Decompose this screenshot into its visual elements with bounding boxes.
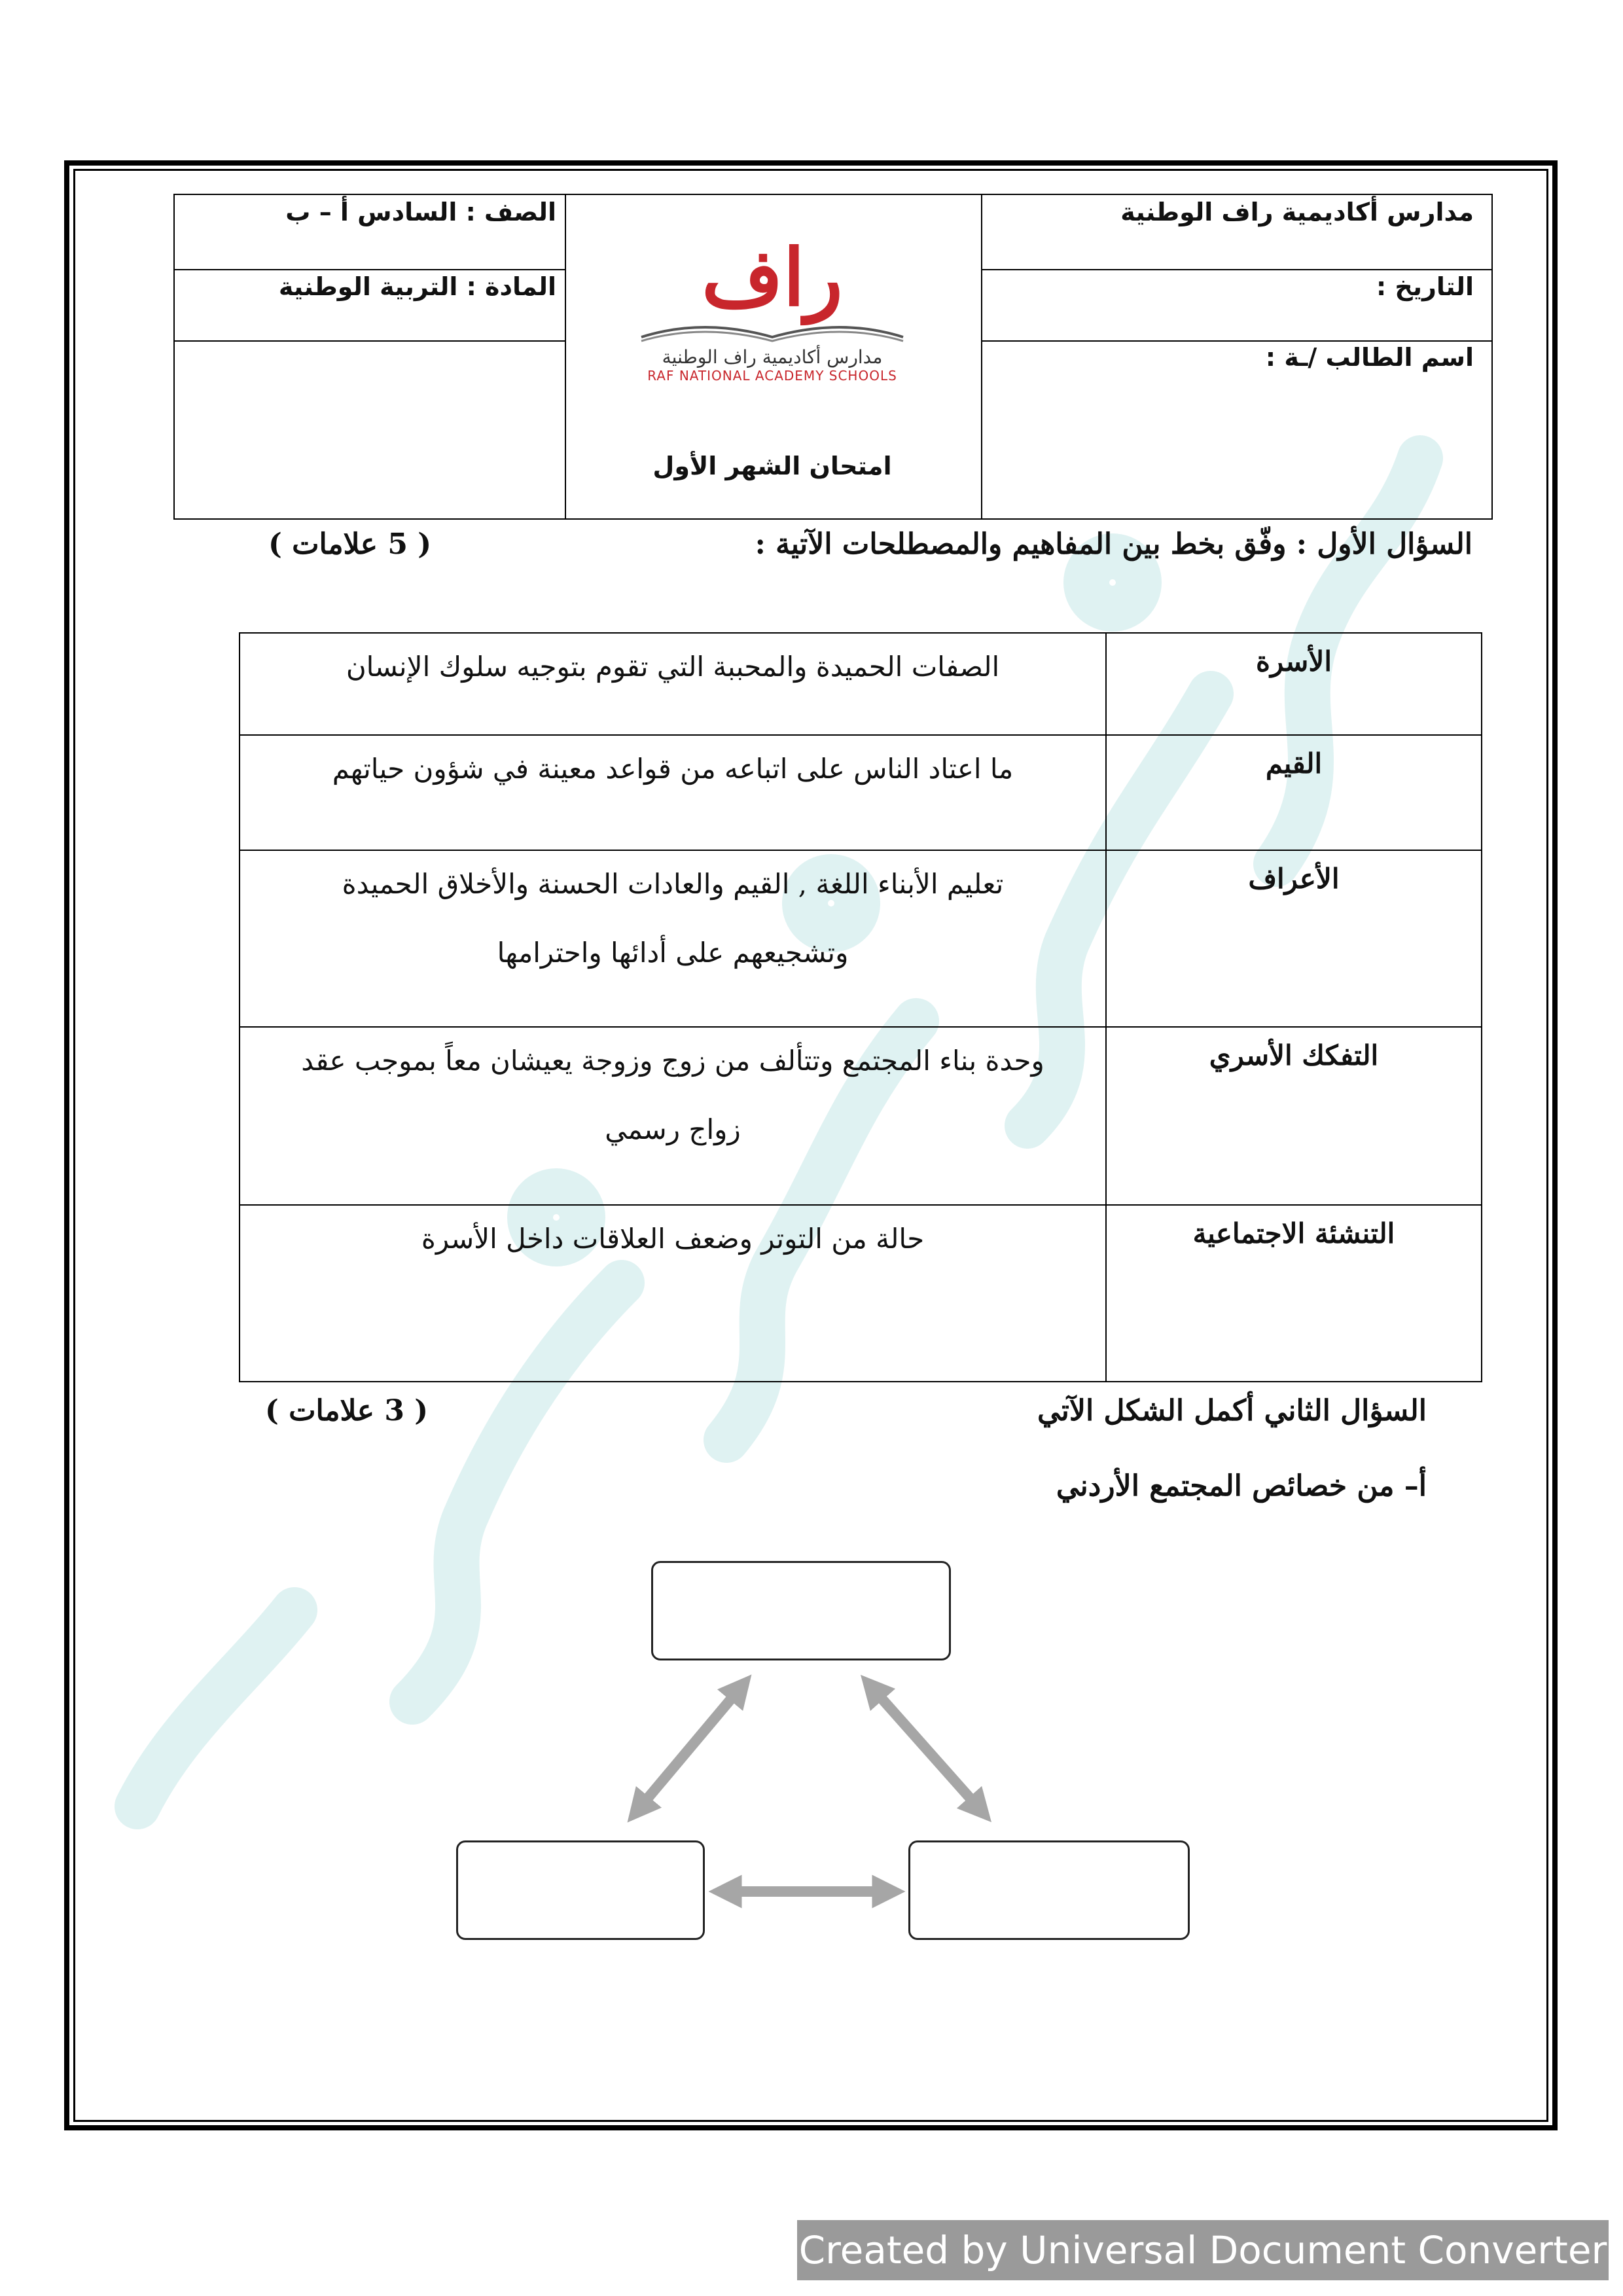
logo-english-text: RAF NATIONAL ACADEMY SCHOOLS [647, 368, 897, 384]
definition-cell: وحدة بناء المجتمع وتتألف من زوج وزوجة يعيشان معاً بموجب عقد زواج رسمي [240, 1027, 1106, 1205]
term-cell: الأعراف [1106, 850, 1482, 1027]
double-arrow-right [872, 1687, 980, 1810]
grade-label: الصف : السادس أ – ب [285, 198, 556, 226]
date-label: التاريخ : [1376, 272, 1474, 301]
question-1-title: السؤال الأول : وفّق بخط بين المفاهيم والمصطلحات الآتية : [755, 528, 1472, 561]
term-cell: التفكك الأسري [1106, 1027, 1482, 1205]
term-cell: الأسرة [1106, 633, 1482, 735]
definition-cell: ما اعتاد الناس على اتباعه من قواعد معينة في شؤون حياتهم [240, 735, 1106, 850]
student-name-label: اسم الطالب /ـة : [1265, 343, 1474, 372]
question-2-title: السؤال الثاني أكمل الشكل الآتي [1037, 1394, 1427, 1427]
term-cell: القيم [1106, 735, 1482, 850]
question-1-marks: ( 5 علامات ) [268, 528, 432, 561]
definition-cell: تعليم الأبناء اللغة , القيم والعادات الحسنة والأخلاق الحميدة وتشجيعهم على أدائها واحترامها [240, 850, 1106, 1027]
term-cell: التنشئة الاجتماعية [1106, 1205, 1482, 1382]
question-2-marks: ( 3 علامات ) [265, 1394, 429, 1427]
definition-cell: الصفات الحميدة والمحببة التي تقوم بتوجيه سلوك الإنسان [240, 633, 1106, 735]
logo-arabic-text: مدارس أكاديمية راف الوطنية [662, 346, 883, 368]
converter-banner: Created by Universal Document Converter [797, 2220, 1609, 2280]
question-2-subpart: أ– من خصائص المجتمع الأردني [1056, 1469, 1427, 1503]
exam-title: امتحان الشهر الأول [652, 452, 892, 480]
subject-label: المادة : التربية الوطنية [278, 272, 556, 301]
school-name: مدارس أكاديمية راف الوطنية [1120, 198, 1474, 226]
definition-cell: حالة من التوتر وضعف العلاقات داخل الأسرة [240, 1205, 1106, 1382]
logo-word: راف [702, 232, 843, 324]
double-arrow-left [638, 1687, 741, 1810]
